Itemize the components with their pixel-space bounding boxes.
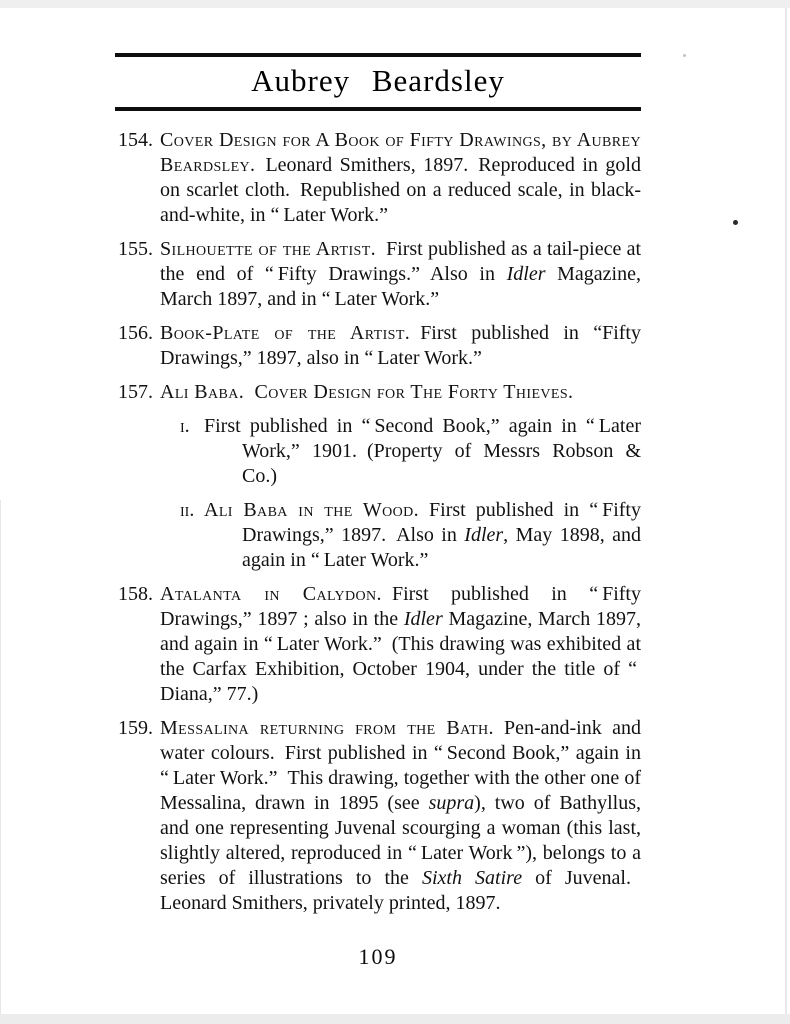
entry-body-text: Magazine, March 1897, and in “ Later Work.”: [160, 263, 641, 310]
entry-italic-text: Idler: [464, 524, 504, 546]
scan-speck: [733, 220, 738, 225]
entry-title-smallcaps: Silhouette of the Artist.: [160, 238, 377, 260]
catalog-entry: [118, 237, 641, 312]
entry-body-text: Pen-and-ink and water colours. First published in “ Second Book,” again in “ Later Work.” This drawing, together with the other one of Messalina, drawn in 1895 (see: [160, 717, 641, 814]
entry-body-text: of Juvenal. Leonard Smithers, privately printed, 1897.: [160, 867, 641, 914]
entry-number: 158.: [118, 583, 153, 605]
entry-body-text: First published in “ Second Book,” again in “ Later Work,” 1901. (Property of Messrs Robson & Co.): [204, 415, 641, 487]
page-number: 109: [358, 944, 398, 969]
entry-title-smallcaps: Messalina returning from the Bath.: [160, 717, 494, 739]
entry-number: 155.: [118, 238, 153, 260]
entry-number: i.: [180, 415, 190, 437]
entry-number: 159.: [118, 717, 153, 739]
entry-title-smallcaps: Atalanta in Calydon.: [160, 583, 382, 605]
scan-edge-bottom: [0, 1014, 790, 1024]
page-header: [115, 53, 641, 111]
entry-number: 157.: [118, 381, 153, 403]
entry-body-text: First published in “ Fifty Drawings,” 1897. Also in: [242, 499, 641, 546]
entry-italic-text: supra: [428, 792, 475, 814]
entry-title-smallcaps: Ali Baba. Cover Design for The Forty Thieves.: [160, 381, 574, 403]
entry-number: ii.: [180, 499, 195, 521]
catalog-entry: [118, 716, 641, 916]
catalog-subentry: [118, 498, 641, 573]
catalog-entry: [118, 380, 641, 405]
entry-body-text: , May 1898, and again in “ Later Work.”: [242, 524, 641, 571]
entry-body-text: First published in “ Fifty Drawings,” 1897 ; also in the: [160, 583, 641, 630]
catalog-entries: [118, 128, 641, 925]
catalog-subentry: [118, 414, 641, 489]
catalog-entry: [118, 128, 641, 228]
entry-body-text: First published in “Fifty Drawings,” 1897, also in “ Later Work.”: [160, 322, 641, 369]
entry-body-text: First published as a tail-piece at the end of “ Fifty Drawings.” Also in: [160, 238, 642, 285]
scan-edge-right: [785, 8, 787, 1014]
entry-title-smallcaps: Book-Plate of the Artist.: [160, 322, 411, 344]
entry-body-text: Magazine, March 1897, and again in “ Later Work.” (This drawing was exhibited at the Carfax Exhibition, October 1904, under the title of “ Diana,” 77.): [160, 608, 641, 705]
page-title: Aubrey Beardsley: [251, 63, 505, 98]
catalog-entry: [118, 582, 641, 707]
entry-title-smallcaps: Ali Baba in the Wood.: [204, 499, 420, 521]
scan-edge-left: [0, 500, 1, 1014]
scan-speck: [683, 54, 686, 57]
entry-italic-text: Idler: [403, 608, 443, 630]
entry-number: 154.: [118, 129, 153, 151]
header-rule-bottom: [115, 107, 641, 111]
scan-edge-top: [0, 0, 790, 8]
entry-number: 156.: [118, 322, 153, 344]
entry-title-smallcaps: Cover Design for A Book of Fifty Drawings, by Aubrey Beardsley.: [160, 129, 641, 176]
entry-body-text: ), two of Bathyllus, and one representing Juvenal scourging a woman (this last, slightly altered, reproduced in “ Later Work ”), belongs to a series of illustrations to the: [160, 792, 641, 889]
entry-italic-text: Sixth Satire: [421, 867, 523, 889]
entry-italic-text: Idler: [506, 263, 546, 285]
catalog-entry: [118, 321, 641, 371]
entry-body-text: Leonard Smithers, 1897. Reproduced in gold on scarlet cloth. Republished on a reduced scale, in black-and-white, in “ Later Work.”: [160, 154, 641, 226]
